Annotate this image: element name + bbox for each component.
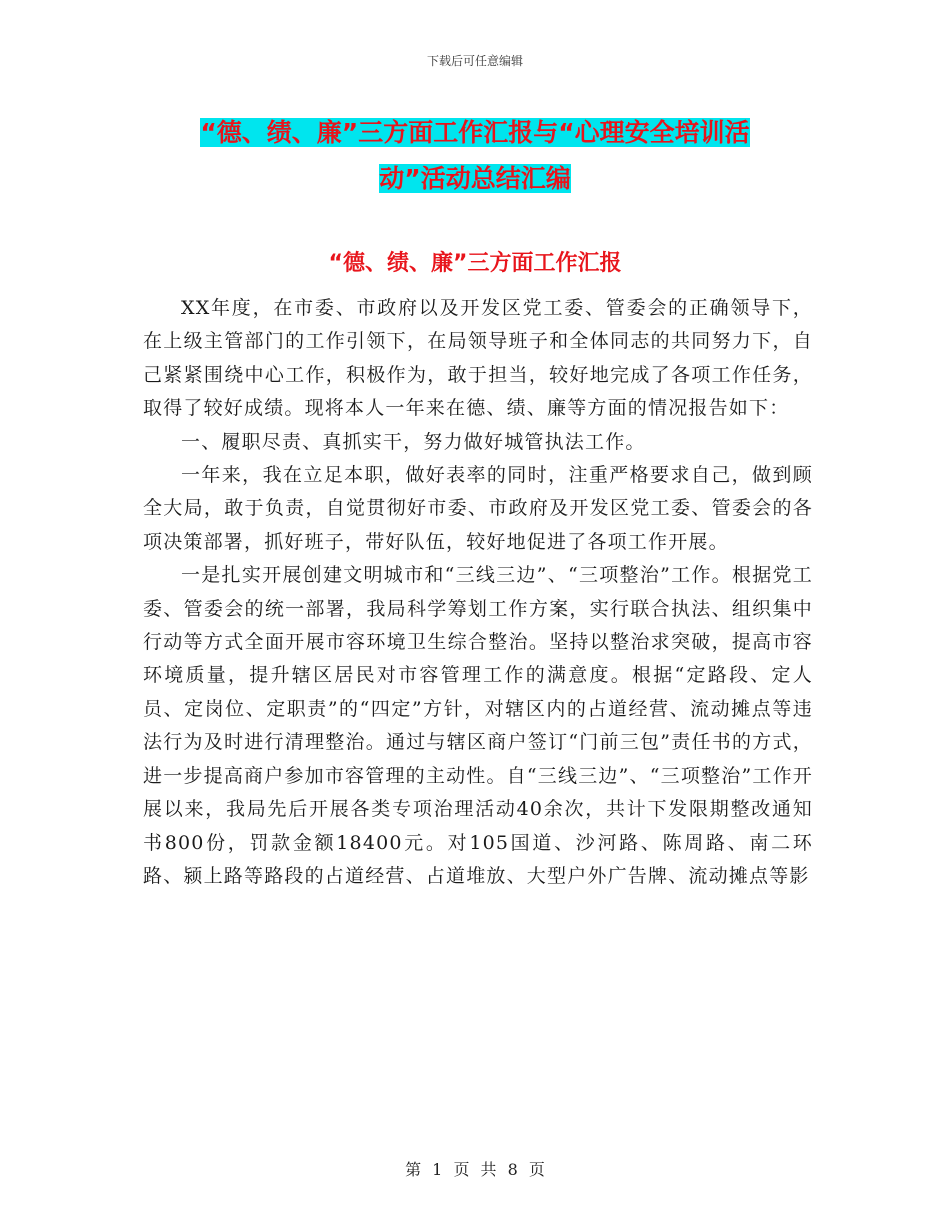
- document-body: [143, 292, 813, 893]
- page-number-footer: 第 1 页 共 8 页: [405, 1160, 545, 1179]
- document-title-line-1: “德、绩、廉”三方面工作汇报与“心理安全培训活: [200, 118, 750, 147]
- page-header-note: 下载后可任意编辑: [426, 54, 523, 68]
- paragraph: 一是扎实开展创建文明城市和“三线三边”、“三项整治”工作。根据党工委、管委会的统一部署，我局科学筹划工作方案，实行联合执法、组织集中行动等方式全面开展市容环境卫生综合整治。坚持以整治求突破，提高市容环境质量，提升辖区居民对市容管理工作的满意度。根据“定路段、定人员、定岗位、定职责”的“四定”方针，对辖区内的占道经营、流动摊点等违法行为及时进行清理整治。通过与辖区商户签订“门前三包”责任书的方式，进一步提高商户参加市容管理的主动性。自“三线三边”、“三项整治”工作开展以来，我局先后开展各类专项治理活动40余次，共计下发限期整改通知书800份，罚款金额18400元。对105国道、沙河路、陈周路、南二环路、颍上路等路段的占道经营、占道堆放、大型户外广告牌、流动摊点等影: [143, 564, 813, 887]
- section-heading: “德、绩、廉”三方面工作汇报: [328, 251, 622, 276]
- paragraph: 一、履职尽责、真抓实干，努力做好城管执法工作。: [181, 430, 646, 453]
- paragraph: 一年来，我在立足本职，做好表率的同时，注重严格要求自己，做到顾全大局，敢于负责，自觉贯彻好市委、市政府及开发区党工委、管委会的各项决策部署，抓好班子，带好队伍，较好地促进了各项工作开展。: [143, 464, 813, 553]
- paragraph: XX年度，在市委、市政府以及开发区党工委、管委会的正确领导下，在上级主管部门的工作引领下，在局领导班子和全体同志的共同努力下，自己紧紧围绕中心工作，积极作为，敢于担当，较好地完成了各项工作任务，取得了较好成绩。现将本人一年来在德、绩、廉等方面的情况报告如下：: [143, 297, 813, 420]
- document-title-line-2: 动”活动总结汇编: [379, 164, 571, 193]
- document-title: [140, 110, 810, 202]
